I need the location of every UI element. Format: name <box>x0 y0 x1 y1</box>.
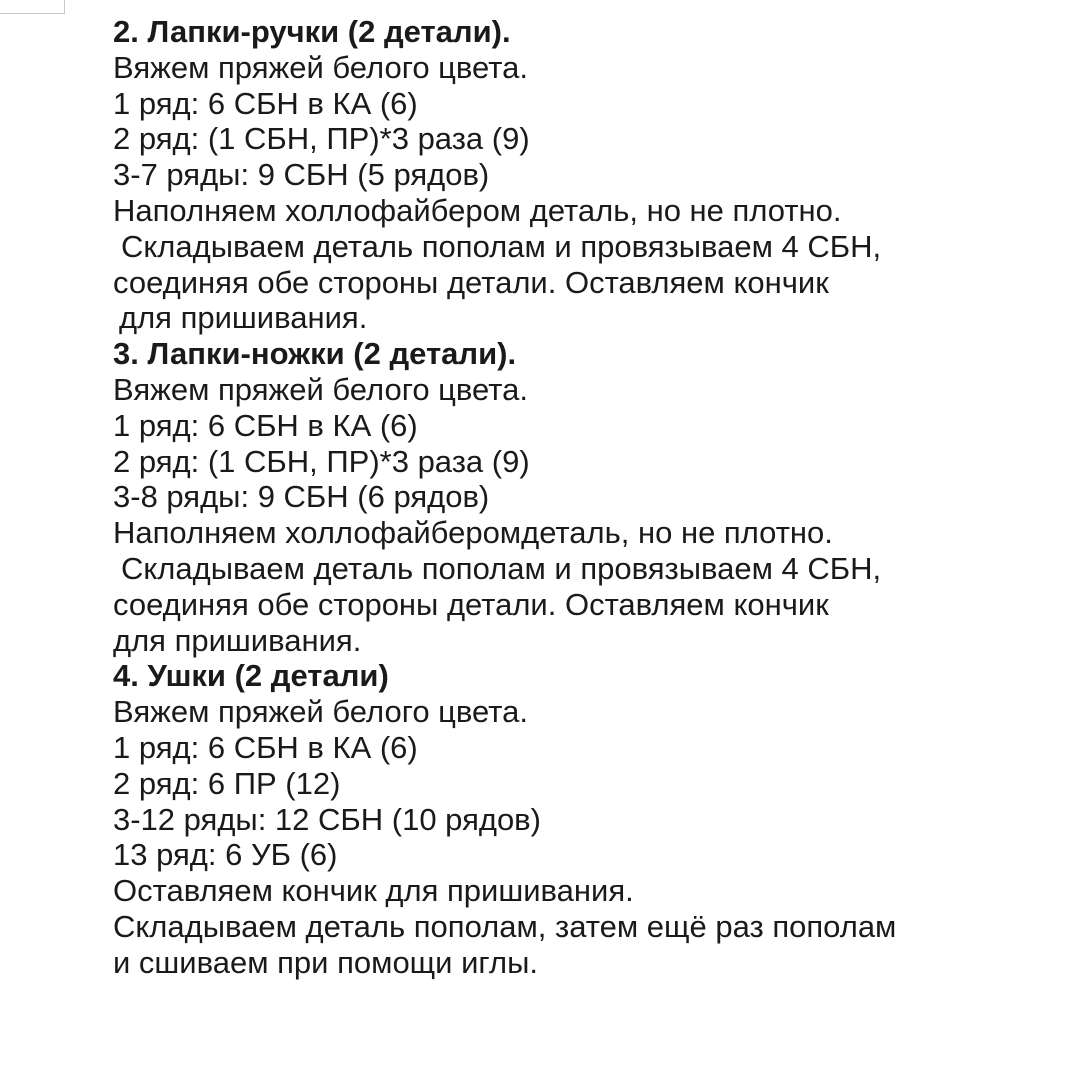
text-line: 1 ряд: 6 СБН в КА (6) <box>113 729 418 765</box>
text-line: соединяя обе стороны детали. Оставляем кончик <box>113 586 829 622</box>
section-heading-ears: 4. Ушки (2 детали) <box>113 658 389 694</box>
text-line: 13 ряд: 6 УБ (6) <box>113 837 338 873</box>
text-line: для пришивания. <box>119 300 368 336</box>
text-line: Вяжем пряжей белого цвета. <box>113 49 528 85</box>
text-line: и сшиваем при помощи иглы. <box>113 944 539 980</box>
text-line: Оставляем кончик для пришивания. <box>113 873 634 909</box>
text-line: 2 ряд: 6 ПР (12) <box>113 765 341 801</box>
text-line: 1 ряд: 6 СБН в КА (6) <box>113 85 418 121</box>
text-line: 3-8 ряды: 9 СБН (6 рядов) <box>113 479 490 515</box>
text-line: Вяжем пряжей белого цвета. <box>113 371 528 407</box>
text-line: Складываем деталь пополам, затем ещё раз пополам <box>113 908 897 944</box>
section-heading-paws-legs: 3. Лапки-ножки (2 детали). <box>113 336 517 372</box>
text-line: 2 ряд: (1 СБН, ПР)*3 раза (9) <box>113 121 530 157</box>
text-line: для пришивания. <box>113 622 362 658</box>
text-line: 3-7 ряды: 9 СБН (5 рядов) <box>113 157 490 193</box>
text-line: Складываем деталь пополам и провязываем 4 СБН, <box>121 550 882 586</box>
text-line: Вяжем пряжей белого цвета. <box>113 694 528 730</box>
text-line: 1 ряд: 6 СБН в КА (6) <box>113 407 418 443</box>
text-line: Наполняем холлофайберомдеталь, но не плотно. <box>113 515 833 551</box>
text-line: соединяя обе стороны детали. Оставляем кончик <box>113 264 829 300</box>
text-line: 2 ряд: (1 СБН, ПР)*3 раза (9) <box>113 443 530 479</box>
text-line: 3-12 ряды: 12 СБН (10 рядов) <box>113 801 541 837</box>
text-line: Наполняем холлофайбером деталь, но не плотно. <box>113 192 842 228</box>
page-corner-marker <box>0 0 65 14</box>
document-body <box>113 14 1063 981</box>
text-line: Складываем деталь пополам и провязываем 4 СБН, <box>121 228 882 264</box>
section-heading-paws-arms: 2. Лапки-ручки (2 детали). <box>113 14 511 49</box>
